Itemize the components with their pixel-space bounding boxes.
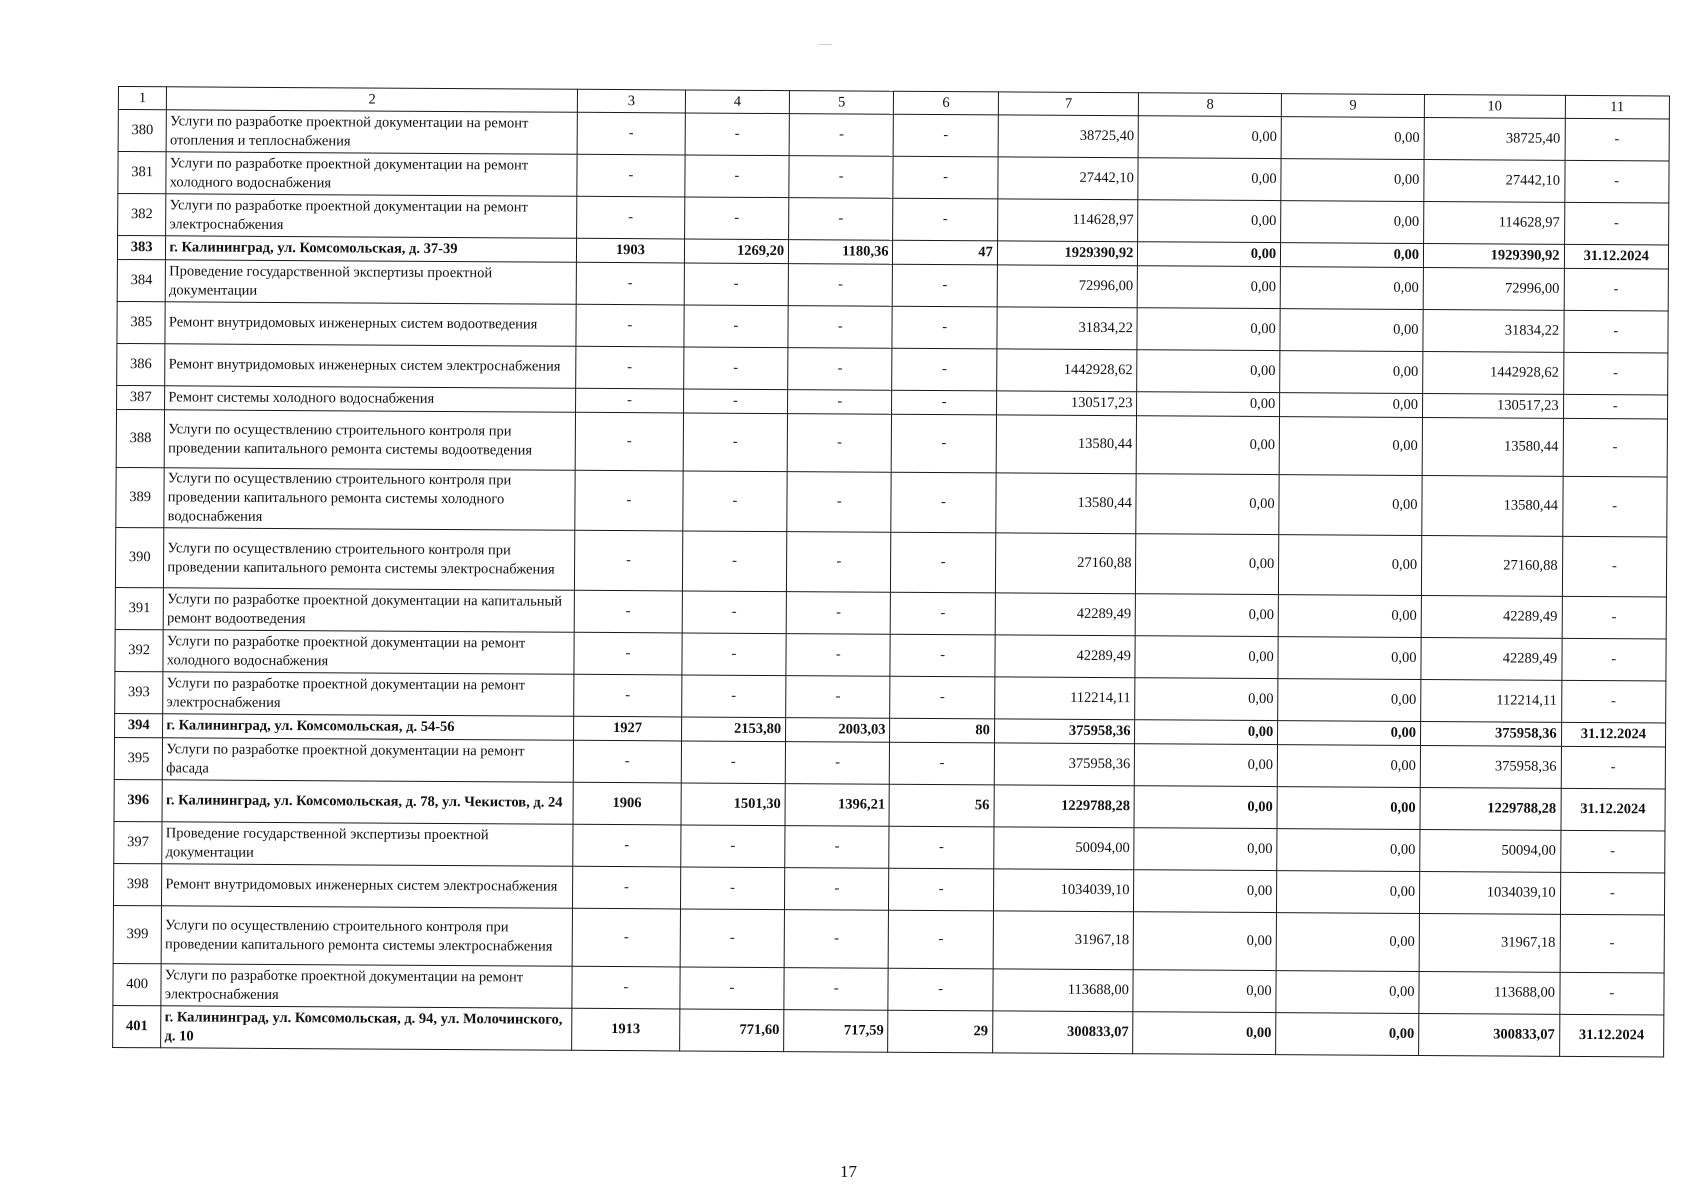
col-7-cell: 300833,07 (992, 1011, 1133, 1054)
col-11-cell: - (1561, 746, 1666, 789)
col-3-cell: - (574, 632, 682, 675)
column-header: 4 (685, 90, 789, 114)
column-header: 3 (577, 89, 685, 113)
col-6-cell: - (891, 592, 996, 635)
col-7-cell: 42289,49 (995, 635, 1136, 678)
col-8-cell: 0,00 (1135, 678, 1278, 721)
col-3-cell: - (574, 590, 682, 633)
col-6-cell: - (889, 910, 994, 969)
col-4-cell: 771,60 (679, 1009, 784, 1052)
col-4-cell: - (680, 867, 785, 910)
col-4-cell: - (680, 967, 785, 1010)
column-header: 7 (998, 92, 1139, 116)
col-5-cell: - (787, 414, 892, 473)
col-8-cell: 0,00 (1138, 200, 1281, 243)
col-4-cell: - (684, 197, 789, 240)
col-9-cell: 0,00 (1276, 1013, 1419, 1056)
col-9-cell: 0,00 (1280, 351, 1423, 394)
column-header: 1 (118, 87, 166, 110)
column-header: 6 (894, 91, 998, 115)
col-3-cell: - (575, 530, 683, 591)
row-number: 382 (118, 194, 167, 236)
col-9-cell: 0,00 (1276, 971, 1419, 1014)
col-11-cell: - (1563, 394, 1668, 419)
row-name: Услуги по разработке проектной документации на ремонт холодного водоснабжения (166, 152, 577, 197)
col-7-cell: 112214,11 (994, 677, 1135, 720)
row-number: 398 (113, 863, 162, 905)
column-header: 11 (1565, 95, 1670, 119)
col-5-cell: - (785, 826, 890, 869)
col-3-cell: 1906 (573, 782, 681, 825)
row-name: Услуги по разработке проектной документации на капитальный ремонт водоотведения (164, 588, 575, 633)
col-11-cell: - (1564, 268, 1669, 311)
col-8-cell: 0,00 (1138, 116, 1281, 159)
col-8-cell: 0,00 (1137, 308, 1280, 351)
col-10-cell: 1929390,92 (1423, 243, 1564, 268)
col-5-cell: - (784, 910, 889, 969)
col-5-cell: - (788, 348, 893, 391)
col-7-cell: 375958,36 (994, 719, 1135, 744)
col-5-cell: - (784, 968, 889, 1011)
col-3-cell: - (577, 112, 685, 155)
col-11-cell: 31.12.2024 (1564, 244, 1669, 269)
row-name: Ремонт внутридомовых инженерных систем электроснабжения (165, 344, 576, 389)
row-number: 392 (115, 629, 164, 671)
col-10-cell: 300833,07 (1419, 1013, 1560, 1056)
col-6-cell: - (890, 676, 995, 719)
col-8-cell: 0,00 (1137, 416, 1280, 475)
col-5-cell: - (786, 634, 891, 677)
row-number: 399 (113, 905, 162, 963)
col-3-cell: - (576, 388, 684, 413)
row-name: Проведение государственной экспертизы проектной документации (166, 260, 577, 305)
page-number: 17 (840, 1162, 857, 1181)
col-8-cell: 0,00 (1135, 636, 1278, 679)
col-8-cell: 0,00 (1136, 534, 1279, 595)
col-11-cell: - (1562, 596, 1667, 639)
col-5-cell: - (789, 114, 894, 157)
row-number: 401 (113, 1005, 162, 1047)
col-10-cell: 27160,88 (1421, 535, 1562, 596)
col-7-cell: 113688,00 (993, 969, 1134, 1012)
col-7-cell: 38725,40 (998, 115, 1139, 158)
row-number: 391 (115, 587, 164, 629)
col-5-cell: - (789, 156, 894, 199)
col-11-cell: - (1560, 830, 1665, 873)
col-7-cell: 13580,44 (996, 473, 1137, 534)
col-5-cell: 2003,03 (786, 718, 890, 743)
col-11-cell: 31.12.2024 (1559, 1014, 1664, 1057)
column-header: 10 (1424, 94, 1565, 118)
row-number: 387 (117, 385, 165, 409)
row-number: 396 (114, 779, 163, 821)
col-3-cell: - (577, 154, 685, 197)
col-8-cell: 0,00 (1134, 786, 1277, 829)
col-5-cell: 717,59 (784, 1010, 889, 1053)
col-11-cell: - (1560, 914, 1665, 973)
column-header: 8 (1139, 93, 1282, 117)
col-4-cell: 1269,20 (684, 239, 788, 264)
col-7-cell: 13580,44 (996, 415, 1137, 474)
col-8-cell: 0,00 (1138, 266, 1281, 309)
work-item-row (116, 467, 1667, 536)
col-8-cell: 0,00 (1137, 392, 1280, 417)
col-6-cell: 80 (890, 718, 994, 743)
col-3-cell: - (575, 412, 683, 471)
col-11-cell: - (1559, 972, 1664, 1015)
col-5-cell: - (788, 306, 893, 349)
col-7-cell: 1229788,28 (994, 785, 1135, 828)
col-6-cell: - (891, 472, 996, 533)
col-9-cell: 0,00 (1277, 829, 1420, 872)
col-9-cell: 0,00 (1278, 637, 1421, 680)
row-name: Услуги по разработке проектной документации на ремонт фасада (163, 738, 574, 783)
col-11-cell: - (1565, 118, 1670, 161)
col-11-cell: - (1562, 536, 1667, 597)
column-header: 2 (167, 87, 578, 113)
col-5-cell: 1180,36 (789, 240, 893, 265)
col-3-cell: - (573, 824, 681, 867)
col-3-cell: - (576, 262, 684, 305)
col-11-cell: 31.12.2024 (1561, 722, 1666, 747)
col-7-cell: 1034039,10 (993, 869, 1134, 912)
col-10-cell: 50094,00 (1420, 829, 1561, 872)
col-7-cell: 375958,36 (994, 743, 1135, 786)
col-4-cell: - (680, 909, 785, 968)
col-9-cell: 0,00 (1281, 201, 1424, 244)
address-row (113, 1005, 1664, 1056)
col-7-cell: 27442,10 (998, 157, 1139, 200)
col-6-cell: - (892, 390, 996, 415)
col-9-cell: 0,00 (1276, 913, 1419, 972)
col-4-cell: 1501,30 (681, 783, 786, 826)
col-6-cell: - (889, 826, 994, 869)
col-9-cell: 0,00 (1281, 159, 1424, 202)
col-10-cell: 13580,44 (1422, 475, 1563, 536)
col-6-cell: - (892, 348, 997, 391)
col-5-cell: - (788, 390, 892, 415)
col-11-cell: - (1561, 638, 1666, 681)
col-3-cell: 1927 (574, 716, 682, 741)
col-3-cell: - (573, 866, 681, 909)
col-4-cell: - (681, 741, 786, 784)
table-body (113, 87, 1670, 1057)
col-5-cell: - (787, 472, 892, 533)
col-10-cell: 31834,22 (1423, 309, 1564, 352)
col-9-cell: 0,00 (1281, 243, 1424, 268)
row-number: 400 (113, 963, 162, 1005)
col-8-cell: 0,00 (1134, 912, 1277, 971)
col-10-cell: 38725,40 (1424, 117, 1565, 160)
col-5-cell: - (786, 676, 891, 719)
col-8-cell: 0,00 (1136, 594, 1279, 637)
col-9-cell: 0,00 (1280, 393, 1423, 418)
col-6-cell: - (888, 968, 993, 1011)
col-7-cell: 130517,23 (996, 391, 1137, 416)
col-6-cell: - (893, 264, 998, 307)
col-10-cell: 1229788,28 (1420, 787, 1561, 830)
col-10-cell: 27442,10 (1424, 159, 1565, 202)
col-10-cell: 375958,36 (1420, 745, 1561, 788)
col-10-cell: 42289,49 (1421, 595, 1562, 638)
col-9-cell: 0,00 (1278, 721, 1421, 746)
col-5-cell: - (785, 868, 890, 911)
work-item-row (115, 527, 1666, 596)
column-header: 9 (1282, 94, 1425, 118)
row-number: 397 (114, 821, 163, 863)
row-number: 380 (118, 110, 167, 152)
row-name: Услуги по разработке проектной документации на ремонт отопления и теплоснабжения (166, 110, 577, 155)
row-number: 386 (117, 343, 166, 385)
row-number: 385 (117, 301, 166, 343)
col-6-cell: 29 (888, 1010, 993, 1053)
col-4-cell: - (684, 263, 789, 306)
row-number: 388 (116, 409, 165, 467)
col-7-cell: 31834,22 (997, 307, 1138, 350)
row-number: 393 (115, 671, 164, 713)
row-number: 383 (117, 236, 165, 260)
col-6-cell: 47 (893, 240, 997, 265)
col-9-cell: 0,00 (1278, 595, 1421, 638)
col-6-cell: - (893, 156, 998, 199)
col-10-cell: 1442928,62 (1423, 351, 1564, 394)
row-name: г. Калининград, ул. Комсомольская, д. 54-56 (163, 714, 574, 741)
col-5-cell: - (785, 742, 890, 785)
col-8-cell: 0,00 (1133, 970, 1276, 1013)
row-number: 390 (115, 527, 164, 587)
col-8-cell: 0,00 (1136, 474, 1279, 535)
row-name: Услуги по осуществлению строительного контроля при проведении капитального ремонта системы электроснабжения (164, 528, 575, 591)
col-8-cell: 0,00 (1133, 1012, 1276, 1055)
row-name: г. Калининград, ул. Комсомольская, д. 37-39 (166, 236, 577, 263)
col-11-cell: - (1563, 418, 1668, 477)
col-9-cell: 0,00 (1277, 871, 1420, 914)
col-7-cell: 27160,88 (995, 533, 1136, 594)
col-9-cell: 0,00 (1277, 745, 1420, 788)
col-9-cell: 0,00 (1278, 679, 1421, 722)
col-11-cell: - (1561, 680, 1666, 723)
row-name: Услуги по осуществлению строительного контроля при проведении капитального ремонта системы холодного водоснабжения (164, 468, 575, 531)
col-10-cell: 42289,49 (1421, 637, 1562, 680)
col-3-cell: 1913 (572, 1008, 680, 1051)
col-10-cell: 375958,36 (1420, 721, 1561, 746)
col-4-cell: 2153,80 (681, 717, 785, 742)
col-4-cell: - (681, 675, 786, 718)
col-8-cell: 0,00 (1135, 720, 1278, 745)
col-10-cell: 72996,00 (1423, 267, 1564, 310)
col-8-cell: 0,00 (1137, 350, 1280, 393)
row-number: 394 (115, 713, 163, 737)
row-name: Ремонт внутридомовых инженерных систем электроснабжения (162, 864, 573, 909)
col-6-cell: - (892, 306, 997, 349)
col-11-cell: - (1564, 160, 1669, 203)
col-4-cell: - (685, 113, 790, 156)
col-6-cell: - (894, 114, 999, 157)
col-8-cell: 0,00 (1134, 828, 1277, 871)
col-4-cell: - (684, 305, 789, 348)
row-name: Услуги по разработке проектной документации на ремонт электроснабжения (161, 964, 572, 1009)
col-3-cell: - (574, 674, 682, 717)
col-4-cell: - (683, 389, 787, 414)
col-6-cell: - (892, 414, 997, 473)
row-name: Услуги по осуществлению строительного контроля при проведении капитального ремонта системы электроснабжения (161, 906, 572, 967)
col-6-cell: - (893, 198, 998, 241)
col-7-cell: 114628,97 (997, 199, 1138, 242)
row-number: 395 (114, 737, 163, 779)
col-6-cell: - (890, 742, 995, 785)
col-10-cell: 13580,44 (1422, 417, 1563, 476)
row-name: г. Калининград, ул. Комсомольская, д. 78, ул. Чекистов, д. 24 (162, 780, 573, 825)
col-8-cell: 0,00 (1135, 744, 1278, 787)
col-4-cell: - (685, 155, 790, 198)
col-6-cell: - (889, 868, 994, 911)
col-3-cell: - (576, 304, 684, 347)
col-10-cell: 130517,23 (1422, 393, 1563, 418)
row-name: Ремонт внутридомовых инженерных систем водоотведения (165, 302, 576, 347)
col-5-cell: - (788, 264, 893, 307)
col-3-cell: - (576, 346, 684, 389)
col-6-cell: - (891, 532, 996, 593)
col-9-cell: 0,00 (1281, 117, 1424, 160)
repair-plan-table (112, 86, 1670, 1057)
col-8-cell: 0,00 (1134, 870, 1277, 913)
col-9-cell: 0,00 (1279, 475, 1422, 536)
col-9-cell: 0,00 (1280, 267, 1423, 310)
col-7-cell: 42289,49 (995, 593, 1136, 636)
col-10-cell: 112214,11 (1421, 679, 1562, 722)
col-3-cell: - (572, 908, 680, 967)
col-3-cell: - (577, 196, 685, 239)
col-7-cell: 31967,18 (993, 911, 1134, 970)
col-10-cell: 31967,18 (1419, 913, 1560, 972)
work-item-row (113, 905, 1664, 972)
col-11-cell: - (1564, 202, 1669, 245)
col-7-cell: 1929390,92 (997, 241, 1138, 266)
col-10-cell: 113688,00 (1419, 971, 1560, 1014)
col-4-cell: - (682, 591, 787, 634)
col-9-cell: 0,00 (1279, 417, 1422, 476)
col-8-cell: 0,00 (1138, 158, 1281, 201)
col-9-cell: 0,00 (1279, 535, 1422, 596)
document-scan (112, 86, 1670, 1057)
col-6-cell: - (890, 634, 995, 677)
col-7-cell: 72996,00 (997, 265, 1138, 308)
row-number: 389 (116, 467, 165, 527)
row-name: г. Калининград, ул. Комсомольская, д. 94, ул. Молочинского, д. 10 (161, 1006, 572, 1051)
col-4-cell: - (683, 347, 788, 390)
row-name: Ремонт системы холодного водоснабжения (165, 386, 576, 413)
col-5-cell: - (786, 592, 891, 635)
col-8-cell: 0,00 (1138, 242, 1281, 267)
col-7-cell: 1442928,62 (996, 349, 1137, 392)
row-name: Услуги по осуществлению строительного контроля при проведении капитального ремонта системы водоотведения (164, 410, 575, 471)
col-11-cell: - (1563, 352, 1668, 395)
col-10-cell: 114628,97 (1424, 201, 1565, 244)
row-name: Услуги по разработке проектной документации на ремонт электроснабжения (163, 672, 574, 717)
col-11-cell: 31.12.2024 (1561, 788, 1666, 831)
col-11-cell: - (1563, 310, 1668, 353)
column-header: 5 (789, 91, 893, 115)
col-11-cell: - (1562, 476, 1667, 537)
col-3-cell: - (572, 966, 680, 1009)
col-4-cell: - (683, 471, 788, 532)
col-3-cell: - (575, 470, 683, 531)
col-5-cell: - (789, 198, 894, 241)
col-5-cell: - (787, 532, 892, 593)
col-4-cell: - (682, 633, 787, 676)
col-6-cell: 56 (889, 784, 994, 827)
col-4-cell: - (682, 531, 787, 592)
col-4-cell: - (683, 413, 788, 472)
col-9-cell: 0,00 (1277, 787, 1420, 830)
col-3-cell: 1903 (577, 238, 685, 263)
col-3-cell: - (573, 740, 681, 783)
row-number: 384 (117, 259, 166, 301)
col-10-cell: 1034039,10 (1419, 871, 1560, 914)
col-7-cell: 50094,00 (994, 827, 1135, 870)
work-item-row (116, 409, 1667, 476)
col-9-cell: 0,00 (1280, 309, 1423, 352)
col-5-cell: 1396,21 (785, 784, 890, 827)
row-name: Проведение государственной экспертизы проектной документации (162, 822, 573, 867)
row-name: Услуги по разработке проектной документации на ремонт электроснабжения (166, 194, 577, 239)
row-number: 381 (118, 152, 167, 194)
scan-artifact (818, 44, 832, 45)
col-4-cell: - (681, 825, 786, 868)
row-name: Услуги по разработке проектной документации на ремонт холодного водоснабжения (163, 630, 574, 675)
col-11-cell: - (1560, 872, 1665, 915)
